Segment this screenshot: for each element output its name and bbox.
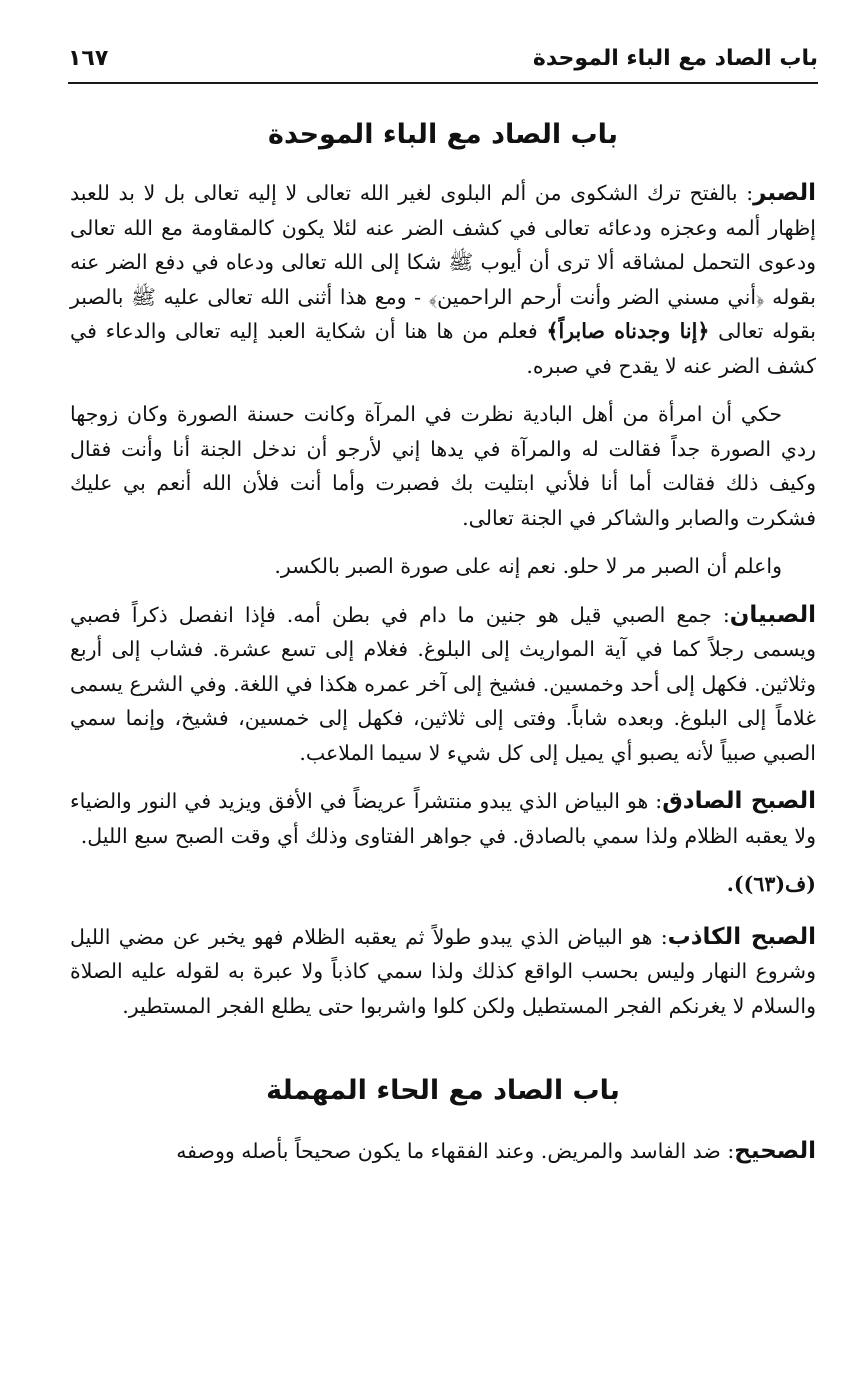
entry-subh-kadhib — [70, 920, 816, 1024]
reference-citation: (ف(٦٣)). — [726, 872, 816, 896]
entry-text-sibyan: : جمع الصبي قيل هو جنين ما دام في بطن أمه. فإذا انفصل ذكراً فصبي ويسمى رجلاً كما في آية المواريث إلى البلوغ. فغلام إلى تسع عشرة. فشاب إلى أربع وثلاثين. فكهل إلى أحد وخمسين. فشيخ إلى آخر عمره هكذا في اللغة. وفي الشرع يسمى غلاماً إلى البلوغ. وبعده شاباً. وفتى إلى ثلاثين، فكهل إلى خمسين، فشيخ، وإنما سمي الصبي صبياً لأنه يصبو أي يميل إلى كل شيء لا سيما الملاعب. — [70, 602, 816, 765]
entry-term-sabr: الصبر — [753, 180, 816, 206]
chapter-title-sad-ba: باب الصاد مع الباء الموحدة — [268, 119, 618, 150]
chapter-title-sad-ha: باب الصاد مع الحاء المهملة — [266, 1075, 620, 1106]
entry-term-subh-kadhib: الصبح الكاذب — [667, 923, 816, 950]
entry-text-sahih: : ضد الفاسد والمريض. وعند الفقهاء ما يكون صحيحاً بأصله ووصفه — [176, 1139, 735, 1163]
entry-text-sabr-1: : بالفتح ترك الشكوى من ألم البلوى لغير الله تعالى لا إليه تعالى بل لا بد للعبد إظهار ألمه وعجزه ودعائه تعالى في كشف الضر عنه لئلا يكون كالمقاومة مع الله تعالى ودعوى التحمل لمشاقه ألا ترى أن أيوب ﷺ شكا إلى الله تعالى ودعاه في دفع الضر عنه بقوله ﴿أني مسني الضر وأنت أرحم الراحمين﴾ - ومع هذا أثنى الله تعالى عليه ﷺ بالصبر بقوله تعالى — [70, 181, 816, 343]
note-paragraph: واعلم أن الصبر مر لا حلو. نعم إنه على صورة الصبر بالكسر. — [274, 554, 782, 578]
entry-term-sibyan: الصبيان — [729, 601, 816, 628]
entry-term-sahih: الصحيح — [734, 1138, 816, 1164]
story-paragraph: حكي أن امرأة من أهل البادية نظرت في المرآة وكانت حسنة الصورة وكان زوجها ردي الصورة جداً فقالت له والمرآة في يدها إني لأرجو أن ندخل الجنة أنا وأنت فقال وكيف ذلك فقالت أما أنا فلأني ابتليت بك فصبرت وأما أنت فلأن الله أنعم بي عليك فشكرت والصابر والشاكر في الجنة تعالى. — [70, 402, 816, 530]
entry-text-subh-sadiq: : هو البياض الذي يبدو منتشراً عريضاً في الأفق ويزيد في النور والضياء ولا يعقبه الظلام ولذا سمي بالصادق. في جواهر الفتاوى وذلك أي وقت الصبح سبع الليل. — [70, 789, 816, 848]
running-header — [68, 34, 818, 84]
running-title: باب الصاد مع الباء الموحدة — [532, 45, 818, 71]
page-number: ١٦٧ — [68, 45, 109, 71]
entry-term-subh-sadiq: الصبح الصادق — [662, 788, 817, 814]
entry-sibyan — [70, 598, 816, 771]
entry-sahih — [70, 1134, 816, 1169]
entry-text-sabr-2: فعلم من ها هنا أن شكاية العبد إليه تعالى والدعاء في كشف الضر عنه لا يقدح في صبره. — [70, 319, 816, 378]
quran-quote: ﴿إنا وجدناه صابراً﴾ — [546, 319, 710, 343]
entry-sabr — [70, 176, 816, 383]
entry-text-subh-kadhib: : هو البياض الذي يبدو طولاً ثم يعقبه الظلام فهو يخبر عن مضي الليل وشروع النهار وليس بحسب الواقع كذلك ولذا سمي كاذباً ولا عبرة به لقوله عليه الصلاة والسلام لا يغرنكم الفجر المستطيل ولكن كلوا واشربوا حتى يطلع الفجر المستطير. — [70, 924, 816, 1018]
entry-subh-sadiq — [70, 784, 816, 853]
page-content — [70, 105, 816, 1353]
